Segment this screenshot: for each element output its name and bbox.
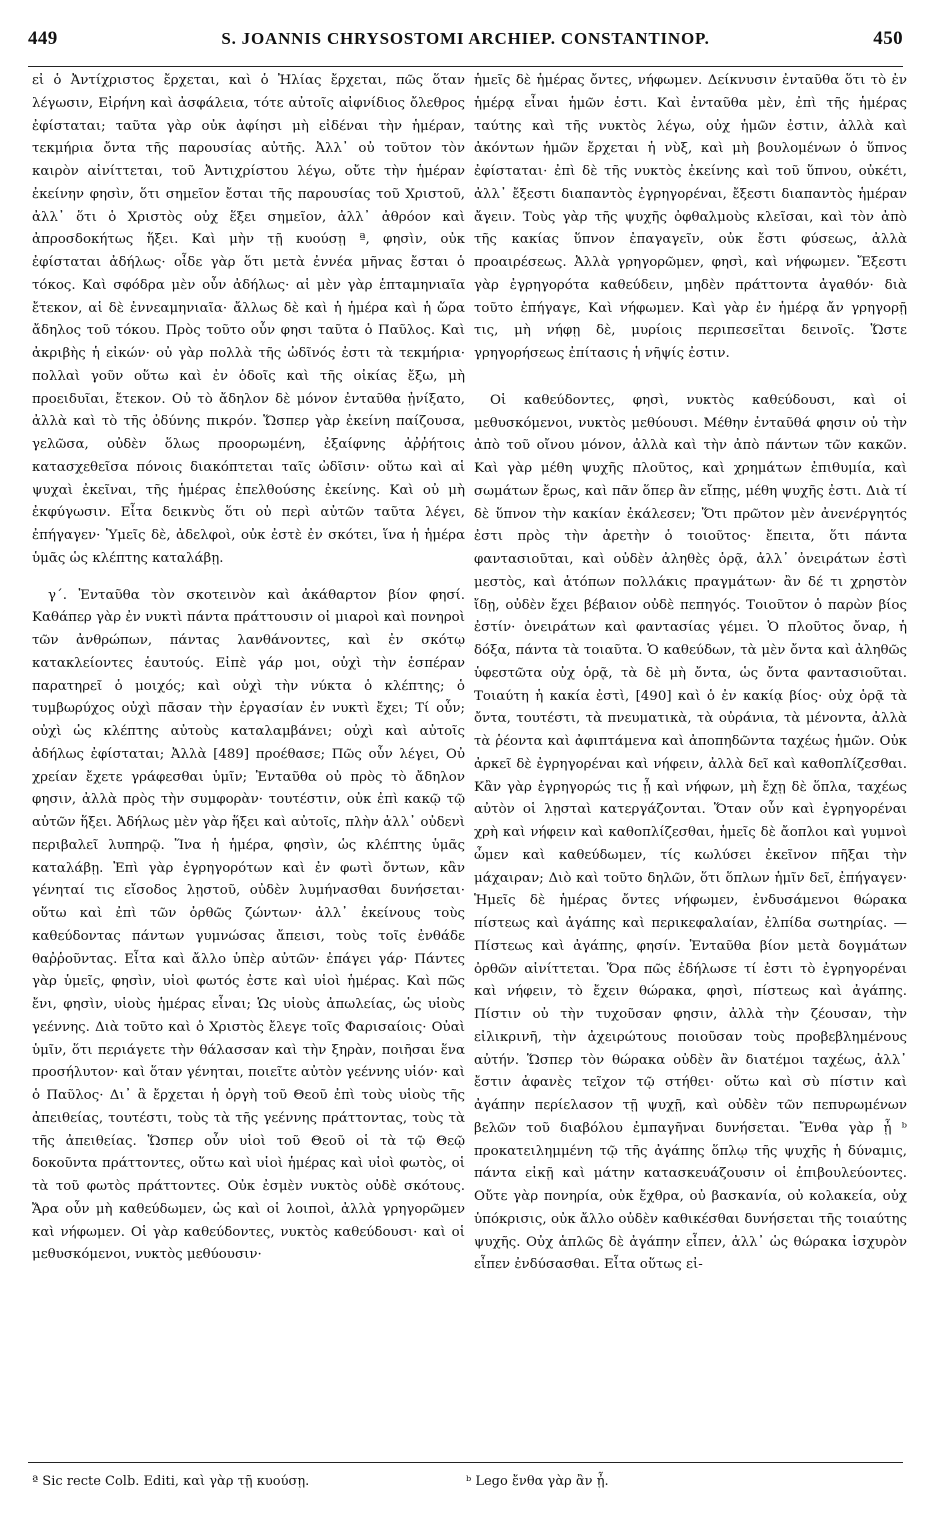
footnote-rule — [28, 1462, 903, 1463]
running-header — [28, 28, 903, 58]
footnote-b: ᵇ Lego ἔνθα γὰρ ἂν ᾖ. — [466, 1474, 609, 1489]
right-column — [474, 70, 907, 1277]
header-rule — [28, 66, 903, 67]
right-page-number: 450 — [873, 28, 903, 49]
running-title: S. JOANNIS CHRYSOSTOMI ARCHIEP. CONSTANTINOP. — [221, 29, 710, 48]
left-column — [32, 70, 465, 1267]
right-paragraph-2: Οἱ καθεύδοντες, φησὶ, νυκτὸς καθεύδουσι, καὶ οἱ μεθυσκόμενοι, νυκτὸς μεθύουσι. Μέθην ἐνταῦθά φησιν οὐ τὴν ἀπὸ τοῦ οἴνου μόνον, ἀλλὰ καὶ τὴν ἀπὸ πάντων τῶν κακῶν. Καὶ γὰρ μέθη ψυχῆς πλοῦτος, καὶ χρημάτων ἐπιθυμία, καὶ σωμάτων ἔρως, καὶ πᾶν ὅπερ ἂν εἴπῃς, μέθη ψυχῆς ἐστι. Διὰ τί δὲ ὕπνον τὴν κακίαν ἐκάλεσεν; Ὅτι πρῶτον μὲν ἀνενέργητός ἐστι πρὸς τὴν ἀρετὴν ὁ τοιοῦτος· ἔπειτα, ὅτι πάντα φαντασιοῦται, καὶ οὐδὲν ἀληθὲς ὁρᾷ, ἀλλ᾽ ὀνειράτων ἐστὶ μεστὸς, καὶ ἀτόπων πολλάκις πραγμάτων· ἂν δέ τι χρηστὸν ἴδῃ, οὐδὲν ἔχει βέβαιον οὐδὲ πεπηγός. Τοιοῦτον ὁ παρὼν βίος ἐστίν· ὀνειράτων καὶ φαντασίας γέμει. Ὁ πλοῦτος ὄναρ, ἡ δόξα, πάντα τὰ τοιαῦτα. Ὁ καθεύδων, τὰ μὲν ὄντα καὶ ἀληθῶς ὑφεστῶτα οὐχ ὁρᾷ, τὰ δὲ μὴ ὄντα, ὡς ὄντα φαντασιοῦται. Τοιαύτη ἡ κακία ἐστὶ, [490] καὶ ὁ ἐν κακίᾳ βίος· οὐχ ὁρᾷ τὰ ὄντα, τουτέστι, τὰ πνευματικὰ, τὰ οὐράνια, τὰ μένοντα, ἀλλὰ τὰ ῥέοντα καὶ ἀφιπτάμενα καὶ ἀποπηδῶντα ταχέως ἡμῶν. Οὐκ ἀρκεῖ δὲ ἐγρηγορέναι καὶ νήφειν, ἀλλὰ δεῖ καὶ καθοπλίζεσθαι. Κἂν γὰρ ἐγρηγορώς τις ᾖ καὶ νήφων, μὴ ἔχῃ δὲ ὅπλα, ταχέως αὐτὸν οἱ λῃσταὶ κατεργάζονται. Ὅταν οὖν καὶ ἐγρηγορέναι χρὴ καὶ νήφειν καὶ καθοπλίζεσθαι, ἡμεῖς δὲ ἄοπλοι καὶ γυμνοὶ ὦμεν καὶ καθεύδωμεν, τίς κωλύσει ἐκεῖνον πῆξαι τὴν μάχαιραν; Διὸ καὶ τοῦτο δηλῶν, ὅτι ὅπλων ἡμῖν δεῖ, ἐπήγαγεν· Ἡμεῖς δὲ ἡμέρας ὄντες νήφωμεν, ἐνδυσάμενοι θώρακα πίστεως καὶ ἀγάπης καὶ περικεφαλαίαν, ἐλπίδα σωτηρίας. — Πίστεως καὶ ἀγάπης, φησίν. Ἐνταῦθα βίον μετὰ δογμάτων ὀρθῶν αἰνίττεται. Ὅρα πῶς ἐδήλωσε τί ἐστι τὸ ἐγρηγορέναι καὶ νήφειν, τὸ ἔχειν θώρακα, φησὶ, πίστεως καὶ ἀγάπης. Πίστιν οὐ τὴν τυχοῦσαν φησιν, ἀλλὰ τὴν ζέουσαν, τὴν εἰλικρινῆ, τὴν ἀχειρώτους ποιοῦσαν τοὺς προβεβλημένους αὐτήν. Ὥσπερ τὸν θώρακα οὐδὲν ἂν διατέμοι ταχέως, ἀλλ᾽ ἔστιν ἀφανὲς τεῖχον τῷ στήθει· οὕτω καὶ σὺ πίστιν καὶ ἀγάπην περίελασον τῇ ψυχῇ, καὶ οὐδὲν τῶν πεπυρωμένων βελῶν τοῦ διαβόλου ἐμπαγῆναι δυνήσεται. Ἔνθα γὰρ ᾖ ᵇ προκατειλημμένη τῷ τῆς ἀγάπης ὅπλῳ τῆς ψυχῆς ἡ δύναμις, πάντα εἰκῇ καὶ μάτην κατασκευάζουσιν οἱ ἐπιβουλεύοντες. Οὔτε γὰρ πονηρία, οὐκ ἔχθρα, οὐ βασκανία, οὐ κολακεία, οὐχ ὑπόκρισις, οὐκ ἄλλο οὐδὲν καθικέσθαι δυνήσεται τῆς τοιαύτης ψυχῆς. Οὐχ ἁπλῶς δὲ ἀγάπην εἶπεν, ἀλλ᾽ ὡς θώρακα ἰσχυρὸν εἶπεν ἐνδύσασθαι. Εἶτα οὕτως εἰ- — [474, 392, 907, 1273]
left-paragraph-2: γ΄. Ἐνταῦθα τὸν σκοτεινὸν καὶ ἀκάθαρτον βίον φησί. Καθάπερ γὰρ ἐν νυκτὶ πάντα πράττουσιν οἱ μιαροὶ καὶ πονηροὶ τῶν ἀνθρώπων, πάντας λανθάνοντες, καὶ ἐν σκότῳ κατακλείοντες ἑαυτούς. Εἰπὲ γάρ μοι, οὐχὶ τὴν ἑσπέραν παρατηρεῖ ὁ μοιχός; καὶ οὐχὶ τὴν νύκτα ὁ κλέπτης; ὁ τυμβωρύχος οὐχὶ πᾶσαν τὴν ἐργασίαν ἐν νυκτὶ ἔχει; Τί οὖν; οὐχὶ ὡς κλέπτης αὐτοὺς καταλαμβάνει; οὐχὶ καὶ αὐτοῖς ἀδήλως ἐφίσταται; Ἀλλὰ [489] προέθασε; Πῶς οὖν λέγει, Οὐ χρείαν ἔχετε γράφεσθαι ὑμῖν; Ἐνταῦθα οὐ πρὸς τὸ ἄδηλον φησιν, ἀλλὰ πρὸς τὴν συμφορὰν· τουτέστιν, οὐκ ἐπὶ κακῷ τῷ αὐτῶν ἥξει. Ἀδήλως μὲν γὰρ ἥξει καὶ αὐτοῖς, πλὴν ἀλλ᾽ οὐδενὶ περιβαλεῖ λυπηρῷ. Ἵνα ἡ ἡμέρα, φησὶν, ὡς κλέπτης ὑμᾶς καταλάβῃ. Ἐπὶ γὰρ ἐγρηγορότων καὶ ἐν φωτὶ ὄντων, κἂν γένηταί τις εἴσοδος λῃστοῦ, οὐδὲν λυμήνασθαι δυνήσεται· οὕτω καὶ ἐπὶ τῶν ὀρθῶς ζώντων· ἀλλ᾽ ἐκείνους τοὺς καθεύδοντας πάντων γυμνώσας ἄπεισι, τοὺς τοῖς ἐνθάδε θαῤῥοῦντας. Εἶτα καὶ ἄλλο ὑπὲρ αὐτῶν· ἐπάγει γάρ· Πάντες γὰρ ὑμεῖς, φησὶν, υἱοὶ φωτός ἐστε καὶ υἱοὶ ἡμέρας. Καὶ πῶς ἔνι, φησὶν, υἱοὺς ἡμέρας εἶναι; Ὡς υἱοὺς ἀπωλείας, ὡς υἱοὺς γεέννης. Διὰ τοῦτο καὶ ὁ Χριστὸς ἔλεγε τοῖς Φαρισαίοις· Οὐαὶ ὑμῖν, ὅτι περιάγετε τὴν θάλασσαν καὶ τὴν ξηρὰν, ποιῆσαι ἕνα προσήλυτον· καὶ ὅταν γένηται, ποιεῖτε αὐτὸν γεέννης υἱόν· καὶ ὁ Παῦλος· Δι᾽ ἃ ἔρχεται ἡ ὀργὴ τοῦ Θεοῦ ἐπὶ τοὺς υἱοὺς τῆς ἀπειθείας, τουτέστι, τοὺς τὰ τῆς γεέννης πράττοντας, τοὺς τὰ τῆς ἀπειθείας. Ὥσπερ οὖν υἱοὶ τοῦ Θεοῦ οἱ τὰ τῷ Θεῷ δοκοῦντα πράττοντες, οὕτω καὶ υἱοὶ ἡμέρας καὶ υἱοὶ φωτὸς, οἱ τὰ τοῦ φωτὸς πράττοντες. Οὐκ ἐσμὲν νυκτὸς οὐδὲ σκότους. Ἄρα οὖν μὴ καθεύδωμεν, ὡς καὶ οἱ λοιποὶ, ἀλλὰ γρηγορῶμεν καὶ νήφωμεν. Οἱ γὰρ καθεύδοντες, νυκτὸς καθεύδουσι· καὶ οἱ μεθυσκόμενοι, νυκτὸς μεθύουσιν· — [32, 587, 465, 1263]
right-paragraph-1: ἡμεῖς δὲ ἡμέρας ὄντες, νήφωμεν. Δείκνυσιν ἐνταῦθα ὅτι τὸ ἐν ἡμέρᾳ εἶναι ἡμῶν ἐστι. Καὶ ἐνταῦθα μὲν, ἐπὶ τῆς ἡμέρας ταύτης καὶ τῆς νυκτὸς λέγω, οὐχ ἡμῶν ἐστιν, ἀλλὰ καὶ ἀκόντων ἡμῶν ἔρχεται ἡ νὺξ, καὶ μὴ βουλομένων ὁ ὕπνος ἐφίσταται· ἐπὶ δὲ τῆς νυκτὸς ἐκείνης καὶ τοῦ ὕπνου, οὐκέτι, ἀλλ᾽ ἔξεστι διαπαντὸς ἐγρηγορέναι, ἔξεστι διαπαντὸς ἡμέραν ἄγειν. Τοὺς γὰρ τῆς ψυχῆς ὀφθαλμοὺς κλεῖσαι, καὶ τὸν ἀπὸ τῆς κακίας ὕπνον ἐπαγαγεῖν, οὐκ ἔστι φύσεως, ἀλλὰ προαιρέσεως. Ἀλλὰ γρηγορῶμεν, φησὶ, καὶ νήφωμεν. Ἔξεστι γὰρ ἐγρηγορότα καθεύδειν, μηδὲν πράττοντα ἀγαθόν· διὰ τοῦτο ἐπήγαγε, Καὶ νήφωμεν. Καὶ γὰρ ἐν ἡμέρᾳ ἄν γρηγορῇ τις, μὴ νήφῃ δὲ, μυρίοις περιπεσεῖται δεινοῖς. Ὥστε γρηγορήσεως ἐπίτασις ἡ νῆψίς ἐστιν. — [474, 73, 907, 361]
footnote-a: ª Sic recte Colb. Editi, καὶ γὰρ τῇ κυούσῃ. — [32, 1474, 310, 1489]
footnotes — [32, 1474, 899, 1489]
left-paragraph-1: εἰ ὁ Ἀντίχριστος ἔρχεται, καὶ ὁ Ἠλίας ἔρχεται, πῶς ὅταν λέγωσιν, Εἰρήνη καὶ ἀσφάλεια, τότε αὐτοῖς αἰφνίδιος ὄλεθρος ἐφίσταται; ταῦτα γὰρ οὐκ ἀφίησι μὴ εἰδέναι τὴν ἡμέραν, τεκμήρια ὄντα τῆς παρουσίας αὐτῆς. Ἀλλ᾽ οὐ τοῦτον τὸν καιρὸν αἰνίττεται, τοῦ Ἀντιχρίστου λέγω, οὔτε τὴν ἡμέραν ἐκείνην φησὶν, ὅτι σημεῖον ἔσται τῆς παρουσίας τοῦ Χριστοῦ, ἀλλ᾽ ὅτι ὁ Χριστὸς οὐχ ἕξει σημεῖον, ἀλλ᾽ ἀθρόον καὶ ἀπροσδοκήτως ἥξει. Καὶ μὴν τῇ κυούσῃ ª, φησὶν, οὐκ ἐφίσταται ἀδήλως· οἶδε γὰρ ὅτι μετὰ ἐννέα μῆνας ἔσται ὁ τόκος. Καὶ σφόδρα μὲν οὖν ἀδήλως· αἱ μὲν γὰρ ἑπταμηνιαῖα ἔτεκον, αἱ δὲ ἐννεαμηνιαῖα· ἄλλως δὲ καὶ ἡ ἡμέρα καὶ ἡ ὥρα ἄδηλος τοῦ τόκου. Πρὸς τοῦτο οὖν φησι ταῦτα ὁ Παῦλος. Καὶ ἀκριβὴς ἡ εἰκών· οὐ γὰρ πολλὰ τῆς ὠδῖνός ἐστι τὰ τεκμήρια· πολλαὶ γοῦν οὕτω καὶ ἐν ὁδοῖς καὶ τῆς οἰκίας ἔξω, μὴ προειδυῖαι, ἔτεκον. Οὐ τὸ ἄδηλον δὲ μόνον ἐνταῦθα ᾐνίξατο, ἀλλὰ καὶ τὸ τῆς ὀδύνης πικρόν. Ὥσπερ γὰρ ἐκείνη παίζουσα, γελῶσα, οὐδὲν ὅλως προορωμένη, ἐξαίφνης ἀῤῥήτοις κατασχεθεῖσα πόνοις διακόπτεται ταῖς ὠδῖσιν· οὕτω καὶ αἱ ψυχαὶ ἐκεῖναι, τῆς ἡμέρας ἐπελθούσης ἐκείνης. Καὶ οὐ μὴ ἐκφύγωσιν. Εἶτα δεικνὺς ὅτι οὐ περὶ αὐτῶν ταῦτα λέγει, ἐπήγαγεν· Ὑμεῖς δὲ, ἀδελφοὶ, οὐκ ἐστὲ ἐν σκότει, ἵνα ἡ ἡμέρα ὑμᾶς ὡς κλέπτης καταλάβῃ. — [32, 73, 465, 566]
left-page-number: 449 — [28, 28, 58, 49]
